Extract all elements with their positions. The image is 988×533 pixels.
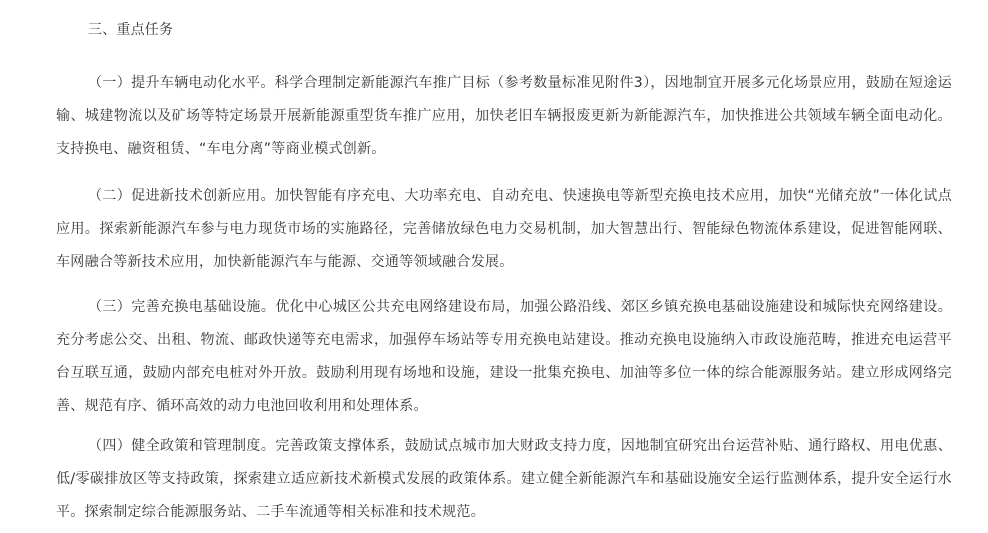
task-paragraph-1: （一）提升车辆电动化水平。科学合理制定新能源汽车推广目标（参考数量标准见附件3），因地制宜开展多元化场景应用，鼓励在短途运输、城建物流以及矿场等特定场景开展新能源重型货车推广应用，加快老旧车辆报废更新为新能源汽车，加快推进公共领域车辆全面电动化。支持换电、融资租赁、“车电分离”等商业模式创新。	[56, 75, 952, 157]
task-paragraph-2: （二）促进新技术创新应用。加快智能有序充电、大功率充电、自动充电、快速换电等新型充换电技术应用，加快“光储充放”一体化试点应用。探索新能源汽车参与电力现货市场的实施路径，完善储放绿色电力交易机制，加大智慧出行、智能绿色物流体系建设，促进智能网联、车网融合等新技术应用，加快新能源汽车与能源、交通等领域融合发展。	[56, 188, 952, 270]
section-heading: 三、重点任务	[88, 22, 174, 38]
task-paragraph-3: （三）完善充换电基础设施。优化中心城区公共充电网络建设布局，加强公路沿线、郊区乡镇充换电基础设施建设和城际快充网络建设。充分考虑公交、出租、物流、邮政快递等充电需求，加强停车场站等专用充换电站建设。推动充换电设施纳入市政设施范畴，推进充电运营平台互联互通，鼓励内部充电桩对外开放。鼓励利用现有场地和设施，建设一批集充换电、加油等多位一体的综合能源服务站。建立形成网络完善、规范有序、循环高效的动力电池回收利用和处理体系。	[56, 299, 952, 414]
task-paragraph-4: （四）健全政策和管理制度。完善政策支撑体系，鼓励试点城市加大财政支持力度，因地制宜研究出台运营补贴、通行路权、用电优惠、低/零碳排放区等支持政策，探索建立适应新技术新模式发展的政策体系。建立健全新能源汽车和基础设施安全运行监测体系，提升安全运行水平。探索制定综合能源服务站、二手车流通等相关标准和技术规范。	[56, 438, 952, 520]
